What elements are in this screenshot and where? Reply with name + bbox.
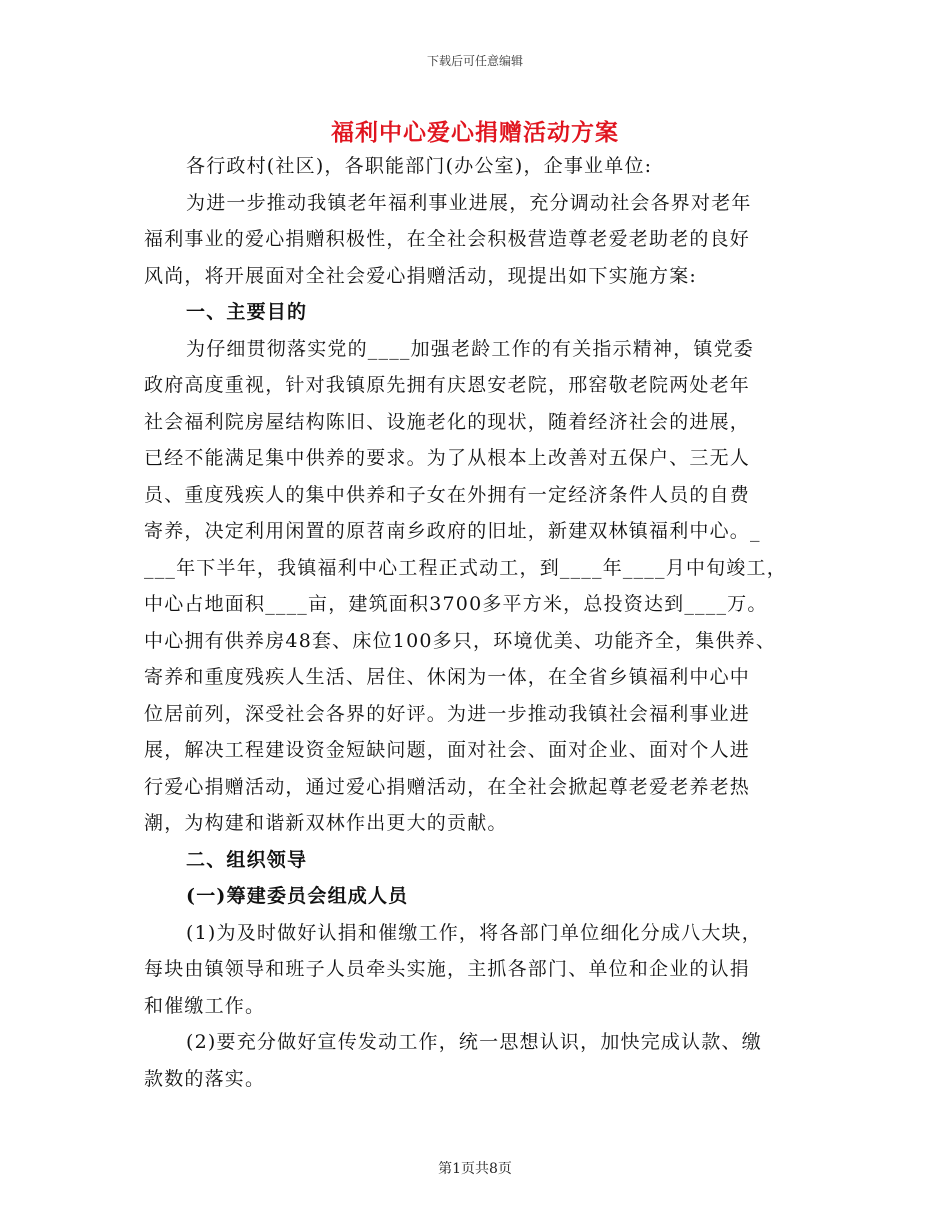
section-heading: 二、组织领导 <box>186 848 308 871</box>
paragraph-line: 行爱心捐赠活动，通过爱心捐赠活动，在全社会掀起尊老爱老养老热 <box>144 775 751 798</box>
paragraph-line: 中心占地面积____亩，建筑面积3700多平方米，总投资达到____万。 <box>144 593 768 615</box>
paragraph-line: 位居前列，深受社会各界的好评。为进一步推动我镇社会福利事业进 <box>144 702 751 725</box>
paragraph-line: 每块由镇领导和班子人员牵头实施，主抓各部门、单位和企业的认捐 <box>144 958 751 980</box>
paragraph-line: 潮，为构建和谐新双林作出更大的贡献。 <box>144 812 508 834</box>
paragraph-line: 和催缴工作。 <box>144 994 266 1017</box>
document-title: 福利中心爱心捐赠活动方案 <box>331 119 619 146</box>
paragraph-line: 寄养，决定利用闲置的原苕南乡政府的旧址，新建双林镇福利中心。_ <box>144 520 761 542</box>
paragraph-line: (1)为及时做好认捐和催缴工作，将各部门单位细化分成八大块， <box>186 921 762 944</box>
header-note: 下载后可任意编辑 <box>426 54 523 68</box>
paragraph-line: 各行政村(社区)，各职能部门(办公室)，企事业单位: <box>186 155 653 177</box>
paragraph-line: 政府高度重视，针对我镇原先拥有庆恩安老院，邢窑敬老院两处老年 <box>144 374 751 396</box>
paragraph-line: 已经不能满足集中供养的要求。为了从根本上改善对五保户、三无人 <box>144 447 751 469</box>
paragraph-line: 为仔细贯彻落实党的____加强老龄工作的有关指示精神，镇党委 <box>186 337 755 360</box>
paragraph-line: 为进一步推动我镇老年福利事业进展，充分调动社会各界对老年 <box>186 191 752 214</box>
document-body <box>144 148 824 1097</box>
paragraph-line: 风尚，将开展面对全社会爱心捐赠活动，现提出如下实施方案: <box>144 264 698 287</box>
paragraph-line: 款数的落实。 <box>144 1067 266 1090</box>
section-heading: (一)筹建委员会组成人员 <box>186 885 409 907</box>
paragraph-line: (2)要充分做好宣传发动工作，统一思想认识，加快完成认款、缴 <box>186 1031 762 1053</box>
section-heading: 一、主要目的 <box>186 301 308 323</box>
paragraph-line: 展，解决工程建设资金短缺问题，面对社会、面对企业、面对个人进 <box>144 739 751 761</box>
paragraph-line: ___年下半年，我镇福利中心工程正式动工，到____年____月中旬竣工， <box>144 556 787 579</box>
page-footer: 第1页共8页 <box>438 1161 512 1177</box>
paragraph-line: 福利事业的爱心捐赠积极性，在全社会积极营造尊老爱老助老的良好 <box>144 228 751 250</box>
paragraph-line: 社会福利院房屋结构陈旧、设施老化的现状，随着经济社会的进展， <box>144 410 751 433</box>
paragraph-line: 员、重度残疾人的集中供养和子女在外拥有一定经济条件人员的自费 <box>144 483 751 506</box>
paragraph-line: 中心拥有供养房48套、床位100多只，环境优美、功能齐全，集供养、 <box>144 629 777 652</box>
paragraph-line: 寄养和重度残疾人生活、居住、休闲为一体，在全省乡镇福利中心中 <box>144 666 751 688</box>
